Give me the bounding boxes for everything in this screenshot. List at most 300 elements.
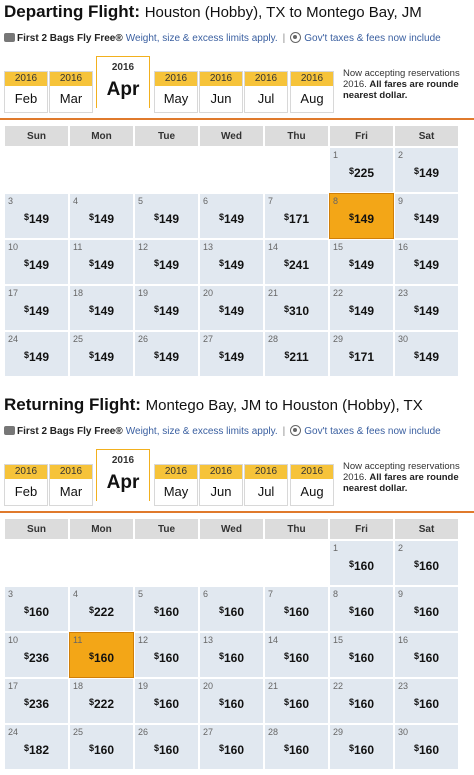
fare-price [5,651,68,665]
currency-symbol: $ [23,605,29,615]
month-tab-jun[interactable] [199,71,243,113]
fare-price [395,166,458,180]
day-number: 6 [203,196,209,206]
fare-day-cell[interactable] [135,679,198,723]
weekday-header: Sat [395,126,458,146]
calendar-empty-cell [265,541,328,585]
day-number: 27 [203,727,214,737]
currency-symbol: $ [88,605,94,615]
month-tab-feb[interactable] [4,464,48,506]
fare-price [265,605,328,619]
fare-amount: 149 [93,258,115,272]
fare-amount: 149 [353,258,375,272]
fare-price [330,212,393,226]
fare-price [5,605,68,619]
fare-day-cell[interactable] [5,332,68,376]
day-number: 22 [333,681,344,691]
day-number: 7 [268,196,274,206]
fare-day-cell[interactable] [395,587,458,631]
fare-amount: 149 [418,350,440,364]
currency-symbol: $ [283,743,289,753]
fare-day-cell[interactable] [395,633,458,677]
fare-day-cell[interactable] [70,286,133,330]
fare-calendar [3,124,460,378]
bags-fly-free-text: First 2 Bags Fly Free® [17,426,123,437]
currency-symbol: $ [413,258,419,268]
notice-line-2-bold: All fares are rounde [369,472,459,483]
fare-price [395,350,458,364]
fare-day-cell[interactable] [70,633,133,677]
fare-day-cell[interactable] [330,332,393,376]
fare-price [70,743,133,757]
fare-day-cell[interactable] [395,194,458,238]
currency-symbol: $ [218,743,224,753]
day-number: 20 [203,288,214,298]
fare-price [5,304,68,318]
month-tab-feb[interactable] [4,71,48,113]
day-number: 18 [73,288,84,298]
returning-title [4,395,423,415]
fare-price [395,651,458,665]
currency-symbol: $ [348,697,354,707]
fare-day-cell[interactable] [395,332,458,376]
weight-limits-link[interactable]: Weight, size & excess limits apply. [125,33,278,44]
fare-day-cell[interactable] [265,587,328,631]
fare-day-cell[interactable] [5,240,68,284]
currency-symbol: $ [348,166,354,176]
day-number: 5 [138,589,144,599]
fare-day-cell[interactable] [135,587,198,631]
fare-amount: 236 [28,697,50,711]
weekday-header: Fri [330,519,393,539]
month-tab-aug[interactable] [290,71,334,113]
fare-day-cell[interactable] [330,633,393,677]
month-tab-label: Mar [59,484,83,499]
currency-symbol: $ [413,743,419,753]
currency-symbol: $ [283,304,289,314]
currency-symbol: $ [348,258,354,268]
fare-price [5,350,68,364]
day-number: 9 [398,589,404,599]
fare-price [200,304,263,318]
month-tab-may[interactable] [154,464,198,506]
fare-day-cell[interactable] [330,587,393,631]
reservations-notice [343,68,474,101]
day-number: 11 [73,242,83,252]
fare-amount: 149 [418,304,440,318]
fare-price [265,304,328,318]
fare-amount: 211 [289,350,309,364]
fare-day-cell[interactable] [5,194,68,238]
day-number: 13 [203,242,214,252]
weekday-header: Sun [5,126,68,146]
day-number: 2 [398,150,404,160]
fare-amount: 160 [223,743,245,757]
fare-amount: 149 [223,350,245,364]
fare-price [135,212,198,226]
fare-day-cell[interactable] [265,725,328,769]
month-tab-year: 2016 [291,72,333,86]
fare-amount: 160 [353,651,375,665]
fare-amount: 225 [353,166,375,180]
day-number: 23 [398,288,409,298]
currency-symbol: $ [413,304,419,314]
fare-day-cell[interactable] [5,679,68,723]
fare-amount: 160 [353,559,375,573]
day-number: 3 [8,589,14,599]
fare-day-cell[interactable] [265,332,328,376]
fare-price [265,212,328,226]
fare-day-cell[interactable] [395,725,458,769]
currency-symbol: $ [348,304,354,314]
month-tab-year: 2016 [245,72,287,86]
fare-amount: 149 [223,212,245,226]
fare-price [70,212,133,226]
currency-symbol: $ [23,304,29,314]
fare-price [395,304,458,318]
month-tab-aug[interactable] [290,464,334,506]
calendar-week-row [5,725,458,769]
month-tab-label: Jul [257,91,275,106]
fare-day-cell[interactable] [395,286,458,330]
fare-day-cell[interactable] [70,725,133,769]
fare-price [265,743,328,757]
fare-price [330,743,393,757]
fare-price [70,258,133,272]
fare-day-cell[interactable] [395,679,458,723]
gov-taxes-link[interactable]: Gov't taxes & fees now include [304,33,441,44]
fare-day-cell[interactable] [330,194,393,238]
fare-day-cell[interactable] [395,240,458,284]
fare-day-cell[interactable] [200,679,263,723]
fare-day-cell[interactable] [5,587,68,631]
currency-symbol: $ [283,212,289,222]
gov-taxes-link[interactable]: Gov't taxes & fees now include [304,426,441,437]
fare-price [70,304,133,318]
day-number: 29 [333,727,344,737]
calendar-empty-cell [5,541,68,585]
day-number: 15 [333,635,344,645]
fare-day-cell[interactable] [70,587,133,631]
day-number: 22 [333,288,344,298]
notice-line-3: nearest dollar. [343,483,408,494]
fare-price [70,605,133,619]
weekday-header: Wed [200,519,263,539]
fare-amount: 149 [93,212,115,226]
day-number: 28 [268,334,279,344]
currency-symbol: $ [348,559,354,569]
weekday-header: Mon [70,519,133,539]
weekday-header: Thu [265,519,328,539]
day-number: 25 [73,727,84,737]
month-tab-label: Feb [14,484,38,499]
currency-symbol: $ [153,743,159,753]
fare-day-cell[interactable] [5,633,68,677]
fare-price [265,697,328,711]
month-tab-year: 2016 [155,465,197,479]
month-tab-year: 2016 [200,465,242,479]
day-number: 19 [138,288,149,298]
day-number: 21 [268,681,279,691]
calendar-empty-cell [5,148,68,192]
fare-day-cell[interactable] [395,541,458,585]
fare-day-cell[interactable] [265,679,328,723]
day-number: 26 [138,334,149,344]
fare-price [395,559,458,573]
fare-amount: 149 [223,258,245,272]
day-number: 12 [138,635,149,645]
departing-title [4,2,422,22]
fare-day-cell[interactable] [265,286,328,330]
fare-amount: 160 [223,651,245,665]
month-tab-mar[interactable] [49,71,93,113]
day-number: 1 [333,150,339,160]
calendar-week-row [5,633,458,677]
baggage-info-bar [4,32,474,44]
weekday-header: Sat [395,519,458,539]
currency-symbol: $ [348,212,354,222]
currency-symbol: $ [413,166,419,176]
day-number: 30 [398,727,409,737]
day-number: 30 [398,334,409,344]
month-tab-label: May [163,484,189,499]
fare-day-cell[interactable] [70,240,133,284]
divider-rule [0,118,474,120]
fare-amount: 149 [418,166,440,180]
currency-symbol: $ [348,605,354,615]
notice-line-1: Now accepting reservations [343,461,460,472]
currency-symbol: $ [218,258,224,268]
fare-price [135,350,198,364]
bag-icon [4,33,15,42]
day-number: 23 [398,681,409,691]
fare-price [200,743,263,757]
fare-day-cell[interactable] [200,332,263,376]
fare-amount: 160 [288,651,310,665]
fare-amount: 160 [353,697,375,711]
notice-line-2: 2016. [343,79,370,90]
currency-symbol: $ [218,304,224,314]
fare-calendar [3,517,460,771]
month-tab-apr[interactable] [96,449,150,501]
fare-day-cell[interactable] [330,679,393,723]
fare-price [330,651,393,665]
fare-day-cell[interactable] [330,240,393,284]
fare-day-cell[interactable] [200,633,263,677]
currency-symbol: $ [413,559,419,569]
currency-symbol: $ [23,258,29,268]
currency-symbol: $ [283,258,289,268]
day-number: 2 [398,543,404,553]
currency-symbol: $ [88,258,94,268]
month-tab-jun[interactable] [199,464,243,506]
day-number: 7 [268,589,274,599]
month-tab-mar[interactable] [49,464,93,506]
currency-symbol: $ [413,605,419,615]
fare-amount: 149 [28,350,50,364]
fare-day-cell[interactable] [70,679,133,723]
fare-day-cell[interactable] [135,633,198,677]
fare-amount: 160 [28,605,50,619]
returning-title-lead: Returning Flight: [4,395,141,414]
month-tab-year: 2016 [5,72,47,86]
fare-amount: 160 [93,651,115,665]
fare-amount: 160 [158,697,180,711]
day-number: 29 [333,334,344,344]
fare-day-cell[interactable] [265,633,328,677]
notice-line-1: Now accepting reservations [343,68,460,79]
fare-price [70,350,133,364]
fare-day-cell[interactable] [135,725,198,769]
fare-amount: 236 [28,651,50,665]
weight-limits-link[interactable]: Weight, size & excess limits apply. [125,426,278,437]
fare-price [135,258,198,272]
currency-symbol: $ [88,350,94,360]
fare-day-cell[interactable] [135,194,198,238]
notice-line-2: 2016. [343,472,370,483]
calendar-week-row [5,541,458,585]
month-tab-year: 2016 [155,72,197,86]
fare-amount: 149 [418,212,440,226]
weekday-header: Sun [5,519,68,539]
weekday-header: Mon [70,126,133,146]
fare-day-cell[interactable] [5,725,68,769]
fare-amount: 160 [353,605,375,619]
day-number: 4 [73,589,79,599]
currency-symbol: $ [218,212,224,222]
day-number: 14 [268,242,279,252]
fare-day-cell[interactable] [135,286,198,330]
currency-symbol: $ [348,350,354,360]
fare-price [265,350,328,364]
fare-day-cell[interactable] [200,286,263,330]
day-number: 12 [138,242,149,252]
separator: | [282,33,286,44]
month-tab-may[interactable] [154,71,198,113]
fare-amount: 160 [288,605,310,619]
bags-fly-free-text: First 2 Bags Fly Free® [17,33,123,44]
currency-symbol: $ [348,651,354,661]
day-number: 26 [138,727,149,737]
currency-symbol: $ [283,697,289,707]
fare-amount: 160 [418,605,440,619]
fare-amount: 149 [28,258,50,272]
month-tab-jul[interactable] [244,71,288,113]
fare-amount: 160 [418,743,440,757]
currency-symbol: $ [283,605,289,615]
fare-price [5,697,68,711]
month-tab-label: Aug [300,484,324,499]
currency-symbol: $ [153,304,159,314]
fare-day-cell[interactable] [395,148,458,192]
currency-symbol: $ [413,651,419,661]
fare-price [200,212,263,226]
fare-price [200,350,263,364]
currency-symbol: $ [218,651,224,661]
month-tab-label: Feb [14,91,38,106]
currency-symbol: $ [23,697,29,707]
day-number: 14 [268,635,279,645]
fare-day-cell[interactable] [200,587,263,631]
fare-price [330,304,393,318]
currency-symbol: $ [153,651,159,661]
currency-symbol: $ [23,350,29,360]
fare-price [395,212,458,226]
fare-amount: 149 [353,304,375,318]
currency-symbol: $ [23,743,29,753]
fare-price [265,651,328,665]
currency-symbol: $ [88,697,94,707]
month-tab-label: Apr [106,79,140,100]
fare-day-cell[interactable] [200,725,263,769]
currency-symbol: $ [153,350,159,360]
fare-day-cell[interactable] [265,194,328,238]
day-number: 25 [73,334,84,344]
fare-day-cell[interactable] [135,240,198,284]
fare-amount: 149 [353,212,375,226]
month-tab-year: 2016 [97,61,149,75]
day-number: 8 [333,196,339,206]
fare-day-cell[interactable] [200,240,263,284]
fare-price [135,697,198,711]
fare-day-cell[interactable] [265,240,328,284]
month-tab-year: 2016 [245,465,287,479]
calendar-week-row [5,148,458,192]
fare-day-cell[interactable] [330,541,393,585]
fare-day-cell[interactable] [330,148,393,192]
currency-symbol: $ [348,743,354,753]
fare-amount: 149 [93,350,115,364]
fare-amount: 160 [158,605,180,619]
fare-day-cell[interactable] [70,194,133,238]
fare-amount: 160 [158,651,180,665]
fare-price [200,605,263,619]
day-number: 8 [333,589,339,599]
calendar-empty-cell [135,541,198,585]
fare-amount: 160 [353,743,375,757]
currency-symbol: $ [23,212,29,222]
fare-day-cell[interactable] [5,286,68,330]
fare-amount: 241 [288,258,310,272]
fare-amount: 149 [158,212,180,226]
fare-amount: 160 [418,697,440,711]
fare-amount: 160 [223,605,245,619]
divider-rule [0,511,474,513]
fare-day-cell[interactable] [330,725,393,769]
fare-price [330,697,393,711]
currency-symbol: $ [283,651,289,661]
fare-amount: 182 [28,743,50,757]
fare-amount: 171 [288,212,310,226]
bag-icon [4,426,15,435]
month-tab-apr[interactable] [96,56,150,108]
month-tab-jul[interactable] [244,464,288,506]
currency-symbol: $ [218,697,224,707]
fare-day-cell[interactable] [70,332,133,376]
month-tab-year: 2016 [291,465,333,479]
fare-day-cell[interactable] [200,194,263,238]
fare-price [70,697,133,711]
day-number: 18 [73,681,84,691]
fare-day-cell[interactable] [330,286,393,330]
fare-price [330,258,393,272]
day-number: 17 [8,288,19,298]
fare-day-cell[interactable] [135,332,198,376]
fare-price [5,743,68,757]
fare-amount: 160 [418,651,440,665]
fare-amount: 160 [223,697,245,711]
fare-price [395,258,458,272]
